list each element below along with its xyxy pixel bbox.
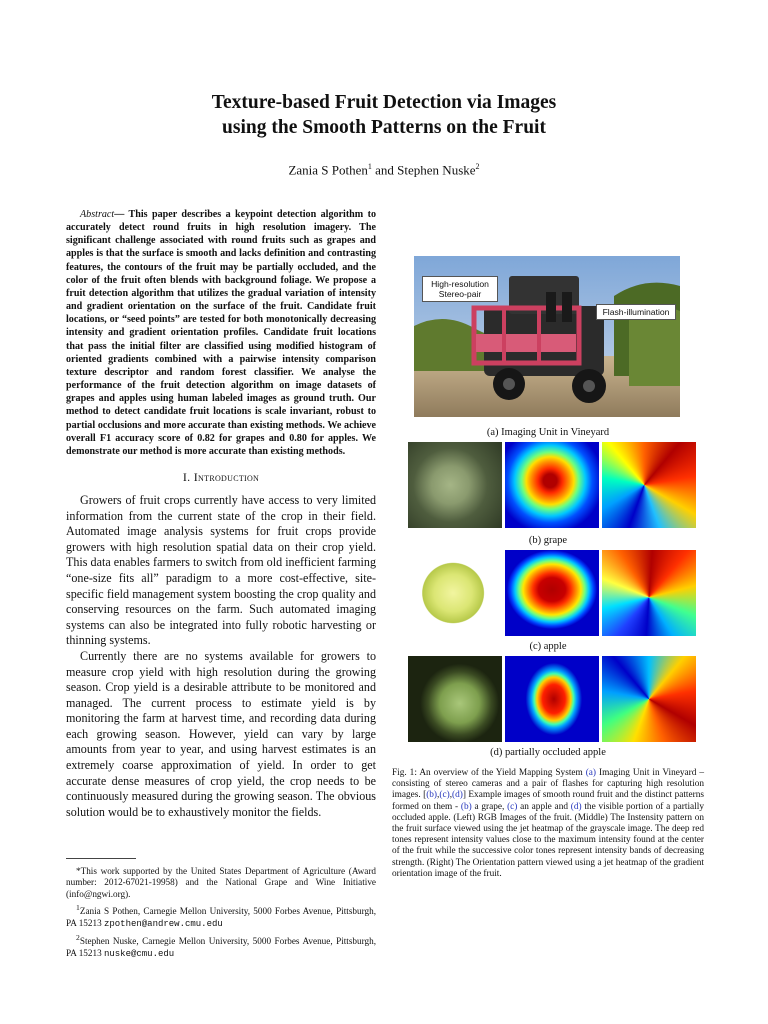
- subcaption-c: (c) apple: [529, 641, 567, 652]
- figure-caption: [392, 768, 704, 880]
- intro-paragraph-1: Growers of fruit crops currently have access to very limited information from the current state of the crop in their field. Automated image analysis systems for fruit crops provide growers with high resolution spatial data on their crop yield. This data enables farmers to switch from old inefficient farming “one-size fits all” paradigm to a more cost-effective, site-specific field management system boosting the crop quality and conserving resources on the farm. Such automated imaging systems can also be integrated into fully robotic harvesting or thinning systems.: [66, 492, 376, 648]
- caption-ref-b[interactable]: (b): [426, 790, 438, 801]
- occluded-apple-rgb-image: [408, 656, 502, 742]
- abstract-text: This paper describes a keypoint detection algorithm to accurately detect round fruits in high resolution imagery. The significant challenge associated with round fruits such as grapes and apples is that the surface is smooth and lacks definition and contrasting features, the contours of the fruit may be partially occluded, and the color of the fruit often blends with background foliage. We propose a fruit detection algorithm that utilizes the gradual variation of intensity and gradient orientation on the surface of the fruit. Candidate fruit locations, or “seed points” are tested for both monotonically decreasing intensity and gradient orientation profiles. Candidate fruit locations that pass the initial filter are classified using modified histogram of oriented gradients combined with a pairwise intensity comparison texture descriptor and random forest classifier. We analyse the performance of the fruit detection algorithm on image datasets of grapes and apples using human labeled images as ground truth. Our method to detect candidate fruit locations is scale invariant, robust to partial occlusions and more accurate than existing methods. We achieve overall F1 accuracy score of 0.82 for grapes and 0.80 for apples. We demonstrate our method is more accurate than existing methods.: [66, 209, 376, 457]
- footnote-divider: [66, 858, 136, 859]
- left-column: [66, 208, 376, 820]
- abstract-label: Abstract: [80, 209, 115, 220]
- subcaption-d: (d) partially occluded apple: [490, 747, 606, 758]
- caption-ref-d-2[interactable]: (d): [570, 801, 582, 812]
- title-line-2: using the Smooth Patterns on the Fruit: [222, 117, 546, 138]
- apple-orientation-heatmap: [602, 550, 696, 636]
- footnote-2-mark: 2: [76, 933, 80, 943]
- footnote-2: [66, 932, 376, 960]
- footnote-1-email: zpothen@andrew.cmu.edu: [103, 918, 223, 929]
- footnote-1: [66, 902, 376, 930]
- intro-paragraph-2: Currently there are no systems available for growers to measure crop yield with high resolution during the growing season. Crop yield is a desirable attribute to be monitored and managed. The current process to estimate yield is by monitoring the farm at harvest time, and recording data during each growing season. However, yield can vary by large amounts from year to year, and using harvest estimates is an extremely coarse approximation of yield. In order to get accurate dense measures of crop yield, the crop needs to be continuously measured during the growing season. The obvious solution would be to exhaustively monitor the fields.: [66, 648, 376, 819]
- caption-part-1: Imaging Unit in Vineyard – consisting of stereo cameras and a pair of flashes for capturing high resolution images. [: [392, 768, 704, 801]
- footnote-1-text: Zania S Pothen, Carnegie Mellon University, 5000 Forbes Avenue, Pittsburgh, PA 15213: [66, 906, 376, 928]
- apple-rgb-image: [408, 550, 502, 636]
- grape-rgb-image: [408, 442, 502, 528]
- grape-intensity-heatmap: [505, 442, 599, 528]
- author-2-affil: 2: [475, 162, 480, 171]
- abstract-dash: —: [114, 209, 129, 220]
- occluded-apple-orientation-heatmap: [602, 656, 696, 742]
- section-number: I.: [182, 469, 194, 484]
- apple-intensity-heatmap: [505, 550, 599, 636]
- figure-row-grape: [408, 442, 696, 528]
- caption-part-3: a grape,: [471, 801, 508, 812]
- caption-ref-a[interactable]: (a): [585, 768, 597, 778]
- callout-stereo-pair: High-resolution Stereo-pair: [422, 276, 498, 302]
- paper-title: [0, 90, 768, 140]
- caption-ref-d[interactable]: (d): [452, 790, 463, 801]
- author-conjunction: and: [371, 162, 398, 178]
- section-title: Introduction: [193, 469, 260, 484]
- footnotes: [66, 866, 376, 962]
- caption-ref-c[interactable]: (c): [439, 790, 450, 801]
- author-1-affil: 1: [367, 162, 372, 171]
- callout-flash-illumination: Flash-illumination: [596, 304, 676, 320]
- footnote-1-mark: 1: [76, 903, 80, 913]
- occluded-apple-intensity-heatmap: [505, 656, 599, 742]
- caption-part-4: an apple and: [517, 801, 571, 812]
- author-1: Zania S Pothen: [288, 162, 368, 178]
- figure-row-apple: [408, 550, 696, 636]
- title-line-1: Texture-based Fruit Detection via Images: [211, 92, 557, 113]
- author-2: Stephen Nuske: [397, 162, 476, 178]
- caption-comma-1: ,: [437, 790, 440, 801]
- footnote-2-text: Stephen Nuske, Carnegie Mellon University, 5000 Forbes Avenue, Pittsburgh, PA 15213: [66, 936, 376, 958]
- footnote-funding: *This work supported by the United States Department of Agriculture (Award number: 2012-67021-19958) and the National Grape and Wine Initiative (info@ngwi.org).: [66, 866, 376, 899]
- figure-row-occluded-apple: [408, 656, 696, 742]
- caption-ref-c-2[interactable]: (c): [507, 801, 518, 812]
- footnote-2-email: nuske@cmu.edu: [103, 948, 175, 959]
- caption-prefix: Fig. 1: An overview of the Yield Mapping System: [392, 768, 586, 778]
- vineyard-photo: [414, 256, 680, 417]
- subcaption-a: (a) Imaging Unit in Vineyard: [486, 427, 610, 438]
- caption-ref-b-2[interactable]: (b): [460, 801, 472, 812]
- abstract: [66, 208, 376, 458]
- caption-comma-2: ,: [449, 790, 453, 801]
- section-heading-introduction: [66, 470, 376, 485]
- subcaption-b: (b) grape: [528, 535, 568, 546]
- author-line: [0, 162, 768, 178]
- caption-part-2: ] Example images of smooth round fruit and the distinct patterns formed on them -: [392, 790, 704, 812]
- caption-part-5: the visible portion of a partially occluded apple. (Left) RGB Images of the fruit. (Middle) The Instensity pattern on the fruit surface viewed using the jet heatmap of the grayscale image. The deep red tones represent intensity values close to the maximum intensity found at the center of the fruit while the successive color tones represent intensity bands of decreasing strength. (Right) The Orientation pattern viewed using a jet heatmap of the gradient orientation image of the fruit.: [392, 801, 704, 879]
- grape-orientation-heatmap: [602, 442, 696, 528]
